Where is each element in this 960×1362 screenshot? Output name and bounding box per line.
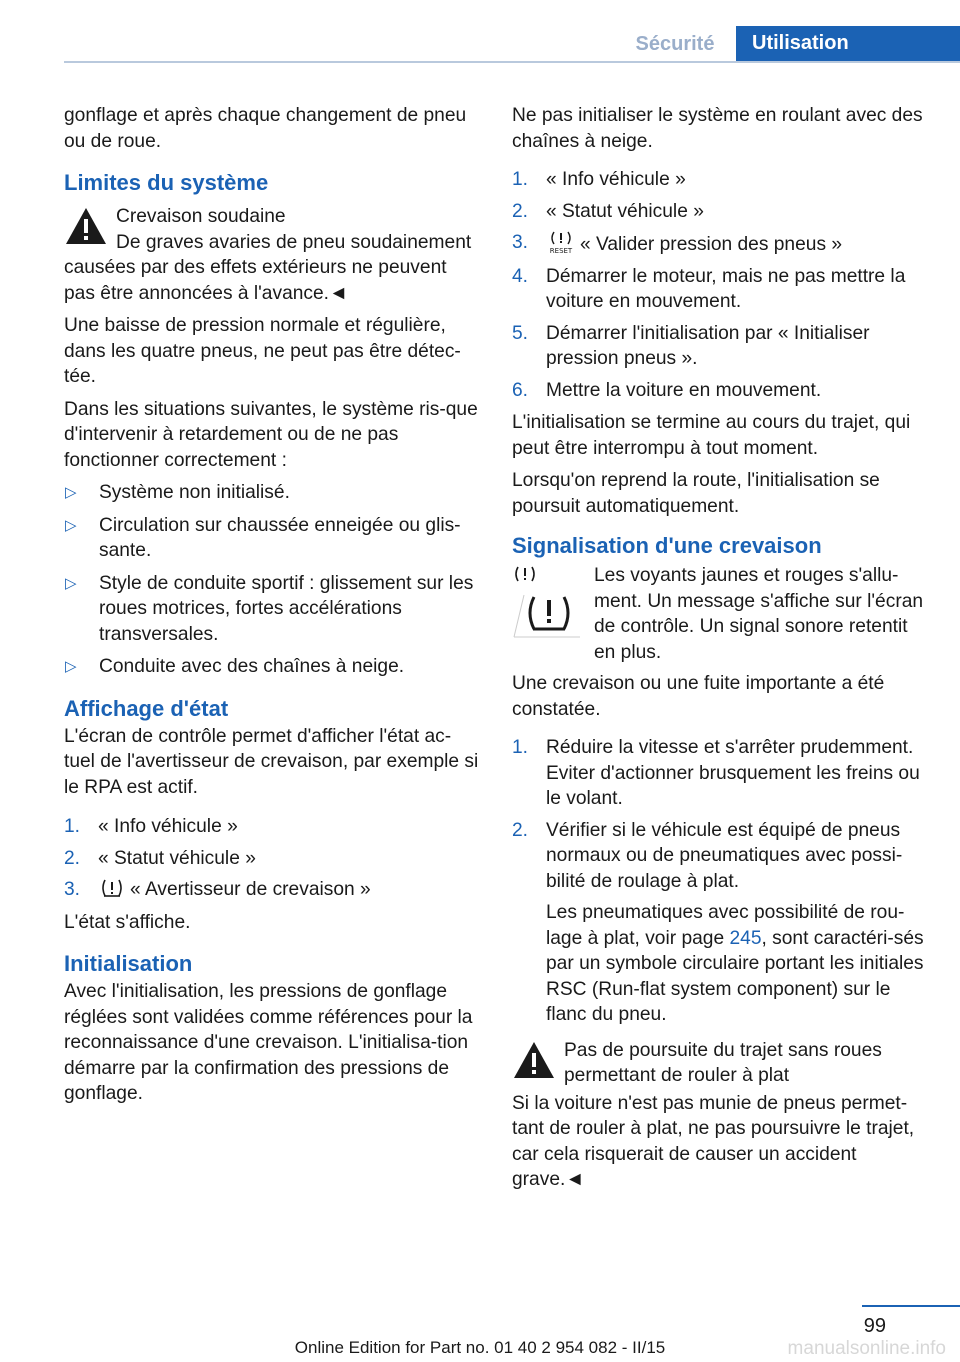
paragraph-voyants: Les voyants jaunes et rouges s'allu‐ment. Un message s'affiche sur l'écran de contrôle. Un signal sonore retentit en plus. xyxy=(594,565,924,663)
step-item xyxy=(512,321,930,372)
warning-title: Crevaison soudaine xyxy=(116,206,286,227)
list-item-text: Conduite avec des chaînes à neige. xyxy=(99,656,405,677)
footer-rule xyxy=(862,1305,960,1307)
step-item xyxy=(64,846,482,872)
tab-securite[interactable]: Sécurité xyxy=(635,33,715,55)
list-item xyxy=(64,513,482,564)
tire-pressure-reset-icon xyxy=(548,230,574,254)
header-rule xyxy=(64,61,960,63)
watermark: manualsonline.info xyxy=(787,1338,946,1359)
warning-body xyxy=(64,230,482,307)
paragraph-chaines: Ne pas initialiser le système en roulant avec des chaînes à neige. xyxy=(512,105,923,152)
paragraph-situations: Dans les situations suivantes, le système ris‐que d'intervenir à retardement ou de ne pas fonctionner correctement : xyxy=(64,398,478,471)
steps-initialisation xyxy=(512,167,930,403)
step-text: Démarrer l'initialisation par « Initialiser pression pneus ». xyxy=(546,322,870,369)
tire-warning-indicator-icon xyxy=(512,589,582,639)
step-number: 1. xyxy=(512,169,529,190)
step-number: 3. xyxy=(64,879,81,900)
warning-body-text: De graves avaries de pneu soudainement causées par des effets extérieurs ne peuvent pas être annoncées à l'avance.◄ xyxy=(64,231,472,304)
list-item xyxy=(64,480,482,506)
warning-triangle-icon xyxy=(512,1040,556,1080)
page-link[interactable]: 245 xyxy=(729,927,762,949)
step-text: « Avertisseur de crevaison » xyxy=(130,879,371,900)
step-number: 2. xyxy=(512,200,529,222)
intro-paragraph: gonflage et après chaque changement de pneu ou de roue. xyxy=(64,105,467,152)
step-number: 4. xyxy=(512,265,529,287)
list-item xyxy=(64,571,482,648)
paragraph-termine: L'initialisation se termine au cours du trajet, qui peut être interrompu à tout moment. xyxy=(512,412,911,459)
step-item xyxy=(64,877,482,903)
step-number: 1. xyxy=(512,737,529,758)
heading-affichage: Affichage d'état xyxy=(64,695,229,721)
paragraph-etat: L'état s'affiche. xyxy=(64,911,191,933)
step-text: Mettre la voiture en mouvement. xyxy=(546,379,822,401)
step-text: « Info véhicule » xyxy=(546,169,686,190)
step-text: « Info véhicule » xyxy=(98,816,238,837)
warning-triangle-icon xyxy=(64,206,108,246)
heading-limites: Limites du système xyxy=(64,170,269,195)
step-text: Réduire la vitesse et s'arrêter prudemment. Eviter d'actionner brusquement les freins ou le volant. xyxy=(546,737,920,809)
step-number: 3. xyxy=(512,232,529,253)
page-number: 99 xyxy=(863,1315,886,1337)
paragraph-reprend: Lorsqu'on reprend la route, l'initialisation se poursuit automatiquement. xyxy=(512,470,880,517)
list-item-text: Style de conduite sportif : glissement sur les roues motrices, fortes accélérations transversales. xyxy=(99,572,474,645)
sub-text-a: Les pneumatiques avec possibilité de rou‐lage à plat, voir page xyxy=(546,902,905,949)
warning-roulage-plat xyxy=(512,1038,930,1089)
list-item-text: Circulation sur chaussée enneigée ou glis‐sante. xyxy=(99,514,461,561)
step-item xyxy=(512,199,930,225)
steps-crevaison xyxy=(512,735,930,1028)
heading-signalisation: Signalisation d'une crevaison xyxy=(512,533,822,558)
step-number: 6. xyxy=(512,379,529,401)
step-number: 2. xyxy=(512,819,529,841)
step-number: 5. xyxy=(512,322,529,344)
tire-pressure-warning-icon xyxy=(100,877,124,899)
tire-pressure-warning-icon xyxy=(512,565,538,585)
step-item xyxy=(512,818,930,1028)
step-sub-paragraph xyxy=(546,900,930,1028)
step-item xyxy=(512,264,930,315)
step-item xyxy=(512,230,930,258)
step-text: « Statut véhicule » xyxy=(546,200,704,222)
step-number: 2. xyxy=(64,847,81,869)
step-text: Vérifier si le véhicule est équipé de pneus normaux ou de pneumatiques avec possi‐bilité de roulage à plat. xyxy=(546,819,903,892)
step-item xyxy=(512,378,930,404)
left-column xyxy=(64,103,482,1114)
heading-initialisation: Initialisation xyxy=(64,951,193,976)
warning-body: Si la voiture n'est pas munie de pneus permet‐tant de rouler à plat, ne pas poursuivre le trajet, car cela risquerait de causer un accident grave.◄ xyxy=(512,1092,915,1190)
paragraph-baisse: Une baisse de pression normale et régulière, dans les quatre pneus, ne peut pas être détec‐tée. xyxy=(64,315,461,387)
indicator-block xyxy=(512,563,930,665)
list-item xyxy=(64,654,482,680)
situation-list xyxy=(64,480,482,680)
steps-affichage xyxy=(64,814,482,903)
sub-text-b: , sont caractéri‐sés par un symbole circulaire portant les initiales RSC (Run-flat system component) sur le flanc du pneu. xyxy=(546,927,924,1025)
paragraph-initialisation: Avec l'initialisation, les pressions de gonflage réglées sont validées comme références pour la reconnaissance d'une crevaison. L'initialisa‐tion démarre par la confirmation des pressions de gonflage. xyxy=(64,981,473,1104)
step-text: « Valider pression des pneus » xyxy=(580,234,843,255)
step-text: « Statut véhicule » xyxy=(98,847,256,869)
step-text: Démarrer le moteur, mais ne pas mettre la voiture en mouvement. xyxy=(546,265,906,312)
bullet-triangle-icon: ▷ xyxy=(65,484,77,501)
bullet-triangle-icon: ▷ xyxy=(65,516,77,534)
tab-utilisation[interactable]: Utilisation xyxy=(736,26,960,61)
bullet-triangle-icon: ▷ xyxy=(65,658,77,675)
list-item-text: Système non initialisé. xyxy=(99,482,290,503)
reset-label: RESET xyxy=(549,247,573,254)
paragraph-constatee: Une crevaison ou une fuite importante a été constatée. xyxy=(512,673,885,720)
warning-crevaison-soudaine xyxy=(64,204,482,230)
warning-title: Pas de poursuite du trajet sans roues permettant de rouler à plat xyxy=(564,1039,882,1086)
right-column xyxy=(512,103,930,1200)
paragraph-affichage: L'écran de contrôle permet d'afficher l'état ac‐tuel de l'avertisseur de crevaison, par exemple si le RPA est actif. xyxy=(64,725,479,798)
footer-edition: Online Edition for Part no. 01 40 2 954 082 - II/15 xyxy=(294,1338,666,1357)
bullet-triangle-icon: ▷ xyxy=(65,574,77,592)
step-item xyxy=(512,167,930,193)
step-item xyxy=(64,814,482,840)
step-number: 1. xyxy=(64,816,81,837)
step-item xyxy=(512,735,930,812)
